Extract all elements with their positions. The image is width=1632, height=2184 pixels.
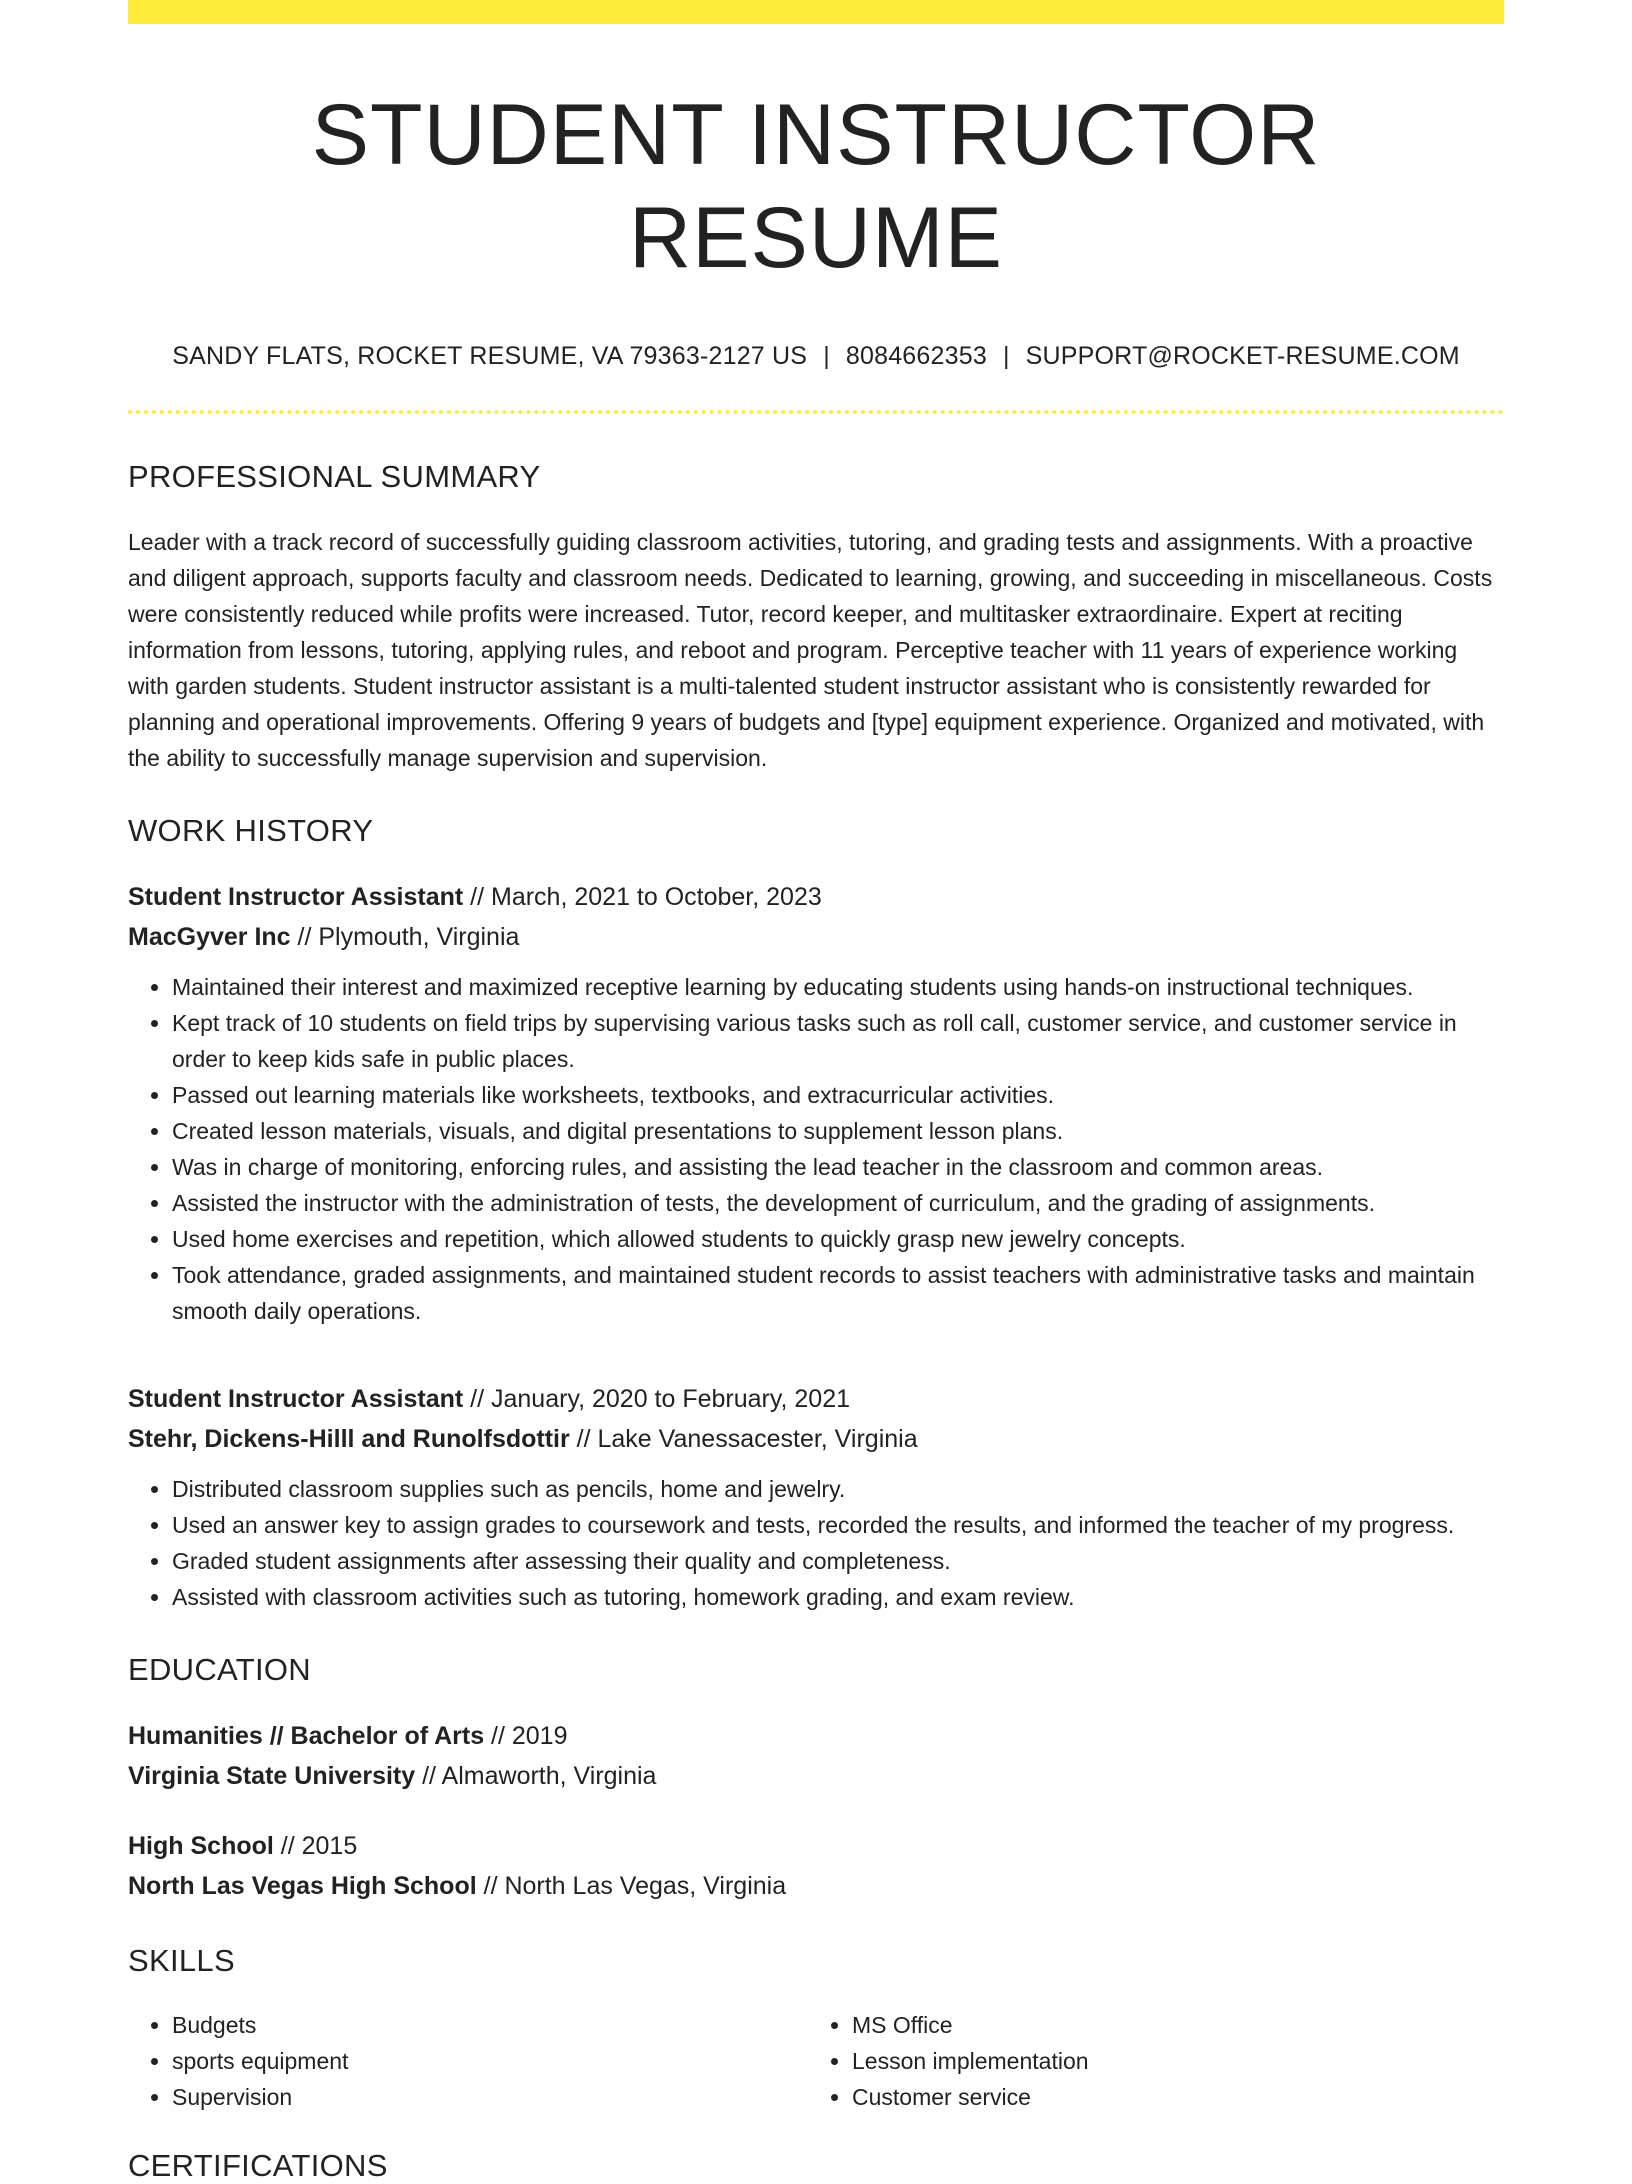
degree: Humanities // Bachelor of Arts xyxy=(128,1721,485,1750)
job-company: MacGyver Inc xyxy=(128,922,291,951)
job-title: Student Instructor Assistant xyxy=(128,1384,464,1413)
job-bullet: • Passed out learning materials like worksheets, textbooks, and extracurricular activities. xyxy=(172,1077,1504,1113)
education-entry xyxy=(128,1716,1504,1796)
job-entry xyxy=(128,877,1504,1329)
job-location: // Lake Vanessacester, Virginia xyxy=(569,1424,918,1453)
school-name: Virginia State University xyxy=(128,1761,416,1790)
job-bullet: • Used an answer key to assign grades to coursework and tests, recorded the results, and informed the teacher of my progress. xyxy=(172,1507,1504,1543)
job-bullet: • Used home exercises and repetition, which allowed students to quickly grasp new jewelry concepts. xyxy=(172,1221,1504,1257)
certifications-heading: CERTIFICATIONS xyxy=(128,2148,388,2184)
job-entry xyxy=(128,1379,1504,1615)
dotted-divider xyxy=(128,410,1504,414)
job-company-line xyxy=(128,917,1504,957)
contact-separator: | xyxy=(823,342,830,371)
school-line xyxy=(128,1866,1504,1906)
skill-item: • Lesson implementation xyxy=(852,2043,1488,2079)
job-bullet: • Was in charge of monitoring, enforcing rules, and assisting the lead teacher in the classroom and common areas. xyxy=(172,1149,1504,1185)
job-title: Student Instructor Assistant xyxy=(128,882,464,911)
skills-column-left xyxy=(128,2007,808,2115)
education-entry xyxy=(128,1826,1504,1906)
summary-heading: PROFESSIONAL SUMMARY xyxy=(128,459,541,495)
summary-text: Leader with a track record of successfully guiding classroom activities, tutoring, and grading tests and assignments. With a proactive and diligent approach, supports faculty and classroom needs. Dedicated to learning, growing, and succeeding in miscellaneous. Costs were consistently reduced while profits were increased. Tutor, record keeper, and multitasker extraordinaire. Expert at reciting information from lessons, tutoring, applying rules, and reboot and program. Perceptive teacher with 11 years of experience working with garden students. Student instructor assistant is a multi-talented student instructor assistant who is consistently rewarded for planning and operational improvements. Offering 9 years of budgets and [type] equipment experience. Organized and motivated, with the ability to successfully manage supervision and supervision. xyxy=(128,528,1493,771)
resume-title: STUDENT INSTRUCTOR RESUME xyxy=(311,87,1321,287)
job-title-line xyxy=(128,877,1504,917)
job-bullets xyxy=(128,1471,1504,1615)
job-bullet: • Kept track of 10 students on field trips by supervising various tasks such as roll call, customer service, and customer service in order to keep kids safe in public places. xyxy=(172,1005,1504,1077)
job-location: // Plymouth, Virginia xyxy=(290,922,520,951)
contact-phone[interactable]: 8084662353 xyxy=(845,342,987,371)
degree-line xyxy=(128,1716,1504,1756)
job-bullet: • Assisted with classroom activities such as tutoring, homework grading, and exam review. xyxy=(172,1579,1504,1615)
skills-list xyxy=(128,2007,1504,2115)
skills-column-right xyxy=(808,2007,1488,2115)
school-line xyxy=(128,1756,1504,1796)
job-dates: // March, 2021 to October, 2023 xyxy=(463,882,822,911)
school-name: North Las Vegas High School xyxy=(128,1871,477,1900)
skill-item: • Supervision xyxy=(172,2079,808,2115)
degree-line xyxy=(128,1826,1504,1866)
job-company-line xyxy=(128,1419,1504,1459)
degree: High School xyxy=(128,1831,274,1860)
job-bullet: • Created lesson materials, visuals, and digital presentations to supplement lesson plans. xyxy=(172,1113,1504,1149)
top-accent-bar xyxy=(128,0,1504,24)
job-title-line xyxy=(128,1379,1504,1419)
skill-item: • Customer service xyxy=(852,2079,1488,2115)
job-company: Stehr, Dickens-Hilll and Runolfsdottir xyxy=(128,1424,570,1453)
job-bullets xyxy=(128,969,1504,1329)
graduation-year: // 2019 xyxy=(484,1721,568,1750)
skill-item: • sports equipment xyxy=(172,2043,808,2079)
skill-item: • Budgets xyxy=(172,2007,808,2043)
contact-address: SANDY FLATS, ROCKET RESUME, VA 79363-2127 US xyxy=(172,342,808,371)
job-dates: // January, 2020 to February, 2021 xyxy=(463,1384,851,1413)
skills-heading: SKILLS xyxy=(128,1942,235,1978)
school-location: // Almaworth, Virginia xyxy=(415,1761,657,1790)
work-history-heading: WORK HISTORY xyxy=(128,812,374,848)
education-heading: EDUCATION xyxy=(128,1651,311,1687)
graduation-year: // 2015 xyxy=(273,1831,358,1860)
job-bullet: • Assisted the instructor with the administration of tests, the development of curriculum, and the grading of assignments. xyxy=(172,1185,1504,1221)
skill-item: • MS Office xyxy=(852,2007,1488,2043)
contact-separator: | xyxy=(1002,342,1010,371)
job-bullet: • Took attendance, graded assignments, and maintained student records to assist teachers with administrative tasks and maintain smooth daily operations. xyxy=(172,1257,1504,1329)
resume-page xyxy=(128,0,1504,2184)
job-bullet: • Graded student assignments after assessing their quality and completeness. xyxy=(172,1543,1504,1579)
contact-email[interactable]: SUPPORT@ROCKET-RESUME.COM xyxy=(1025,342,1460,371)
job-bullet: • Maintained their interest and maximized receptive learning by educating students using hands-on instructional techniques. xyxy=(172,969,1504,1005)
job-bullet: • Distributed classroom supplies such as pencils, home and jewelry. xyxy=(172,1471,1504,1507)
contact-line xyxy=(128,342,1504,371)
school-location: // North Las Vegas, Virginia xyxy=(476,1871,787,1900)
